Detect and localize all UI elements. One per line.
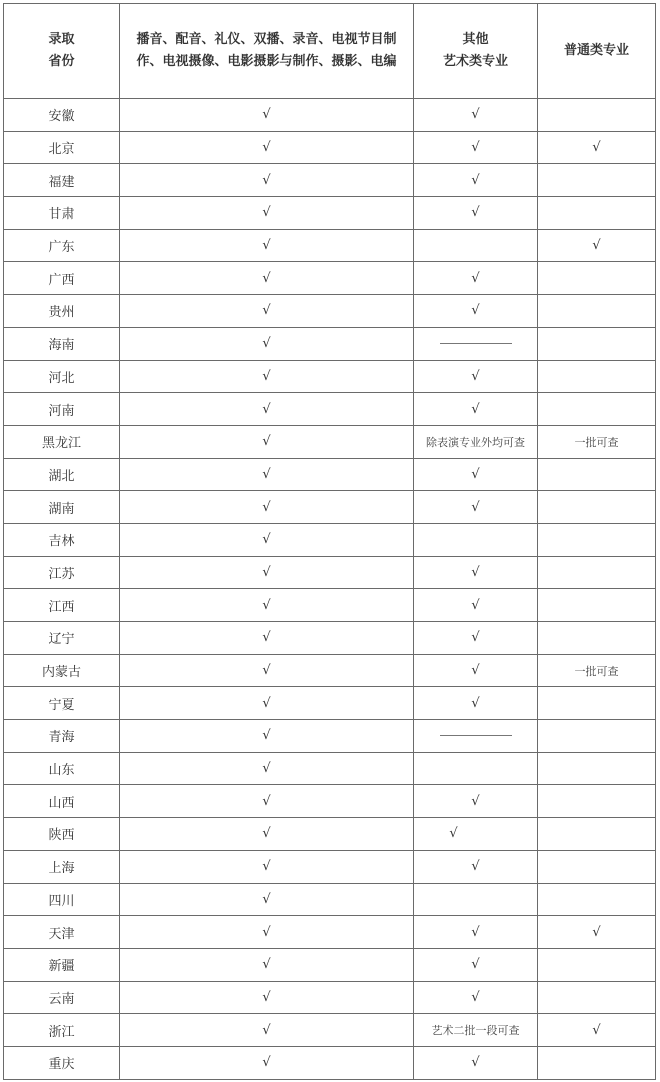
province-name: 江苏 <box>48 566 75 582</box>
cell-other-art <box>414 458 538 491</box>
cell-value: √ <box>262 793 271 809</box>
cell-other-art <box>414 556 538 589</box>
cell-broadcast <box>120 752 414 785</box>
cell-other-art <box>414 491 538 524</box>
cell-broadcast <box>120 654 414 687</box>
table-body <box>4 99 656 1080</box>
cell-value: √ <box>471 107 480 123</box>
table-row <box>4 850 656 883</box>
cell-general <box>538 981 656 1014</box>
province-name: 河北 <box>48 370 75 386</box>
cell-general <box>538 1046 656 1079</box>
cell-value: √ <box>262 663 271 679</box>
cell-province <box>4 131 120 164</box>
province-name: 广西 <box>48 272 75 288</box>
cell-province <box>4 360 120 393</box>
cell-general <box>538 425 656 458</box>
province-name: 新疆 <box>48 959 75 975</box>
cell-other-art <box>414 818 538 851</box>
table-row <box>4 360 656 393</box>
cell-general <box>538 883 656 916</box>
cell-broadcast <box>120 720 414 753</box>
cell-broadcast <box>120 1046 414 1079</box>
cell-value: √ <box>592 924 601 940</box>
cell-broadcast <box>120 556 414 589</box>
province-name: 甘肃 <box>48 207 75 223</box>
cell-province <box>4 327 120 360</box>
province-name: 天津 <box>48 926 75 942</box>
cell-value: √ <box>449 826 458 842</box>
cell-general <box>538 99 656 132</box>
cell-value: √ <box>262 597 271 613</box>
cell-general <box>538 720 656 753</box>
cell-value: 除表演专业外均可查 <box>426 435 525 449</box>
cell-other-art <box>414 916 538 949</box>
province-name: 山西 <box>48 795 75 811</box>
cell-value: √ <box>471 564 480 580</box>
cell-other-art <box>414 883 538 916</box>
cell-province <box>4 785 120 818</box>
cell-value: √ <box>471 303 480 319</box>
cell-broadcast <box>120 687 414 720</box>
cell-broadcast <box>120 99 414 132</box>
province-name: 陕西 <box>48 828 75 844</box>
header-other-art-majors <box>414 4 538 99</box>
cell-other-art <box>414 523 538 556</box>
cell-value: √ <box>471 630 480 646</box>
cell-general <box>538 948 656 981</box>
cell-province <box>4 164 120 197</box>
cell-value: √ <box>262 270 271 286</box>
cell-province <box>4 393 120 426</box>
province-name: 山东 <box>48 763 75 779</box>
cell-value: √ <box>262 107 271 123</box>
cell-province <box>4 720 120 753</box>
cell-broadcast <box>120 785 414 818</box>
table-row <box>4 491 656 524</box>
cell-general <box>538 916 656 949</box>
cell-value: √ <box>262 1055 271 1071</box>
cell-other-art <box>414 229 538 262</box>
cell-province <box>4 948 120 981</box>
cell-other-art <box>414 850 538 883</box>
cell-other-art <box>414 589 538 622</box>
province-name: 浙江 <box>48 1024 75 1040</box>
cell-province <box>4 752 120 785</box>
cell-province <box>4 295 120 328</box>
cell-value: √ <box>262 859 271 875</box>
cell-other-art <box>414 1014 538 1047</box>
province-name: 四川 <box>48 893 75 909</box>
cell-other-art <box>414 164 538 197</box>
cell-other-art <box>414 687 538 720</box>
table-row <box>4 197 656 230</box>
table-row <box>4 687 656 720</box>
cell-general <box>538 1014 656 1047</box>
cell-value: √ <box>471 499 480 515</box>
cell-broadcast <box>120 981 414 1014</box>
cell-broadcast <box>120 393 414 426</box>
table-row <box>4 981 656 1014</box>
header-province-label: 录取 省份 <box>48 32 75 69</box>
cell-general <box>538 197 656 230</box>
province-name: 福建 <box>48 174 75 190</box>
cell-general <box>538 523 656 556</box>
cell-value: √ <box>471 957 480 973</box>
cell-broadcast <box>120 295 414 328</box>
table-row <box>4 785 656 818</box>
cell-province <box>4 981 120 1014</box>
cell-province <box>4 262 120 295</box>
cell-broadcast <box>120 883 414 916</box>
table-row <box>4 1046 656 1079</box>
cell-value: √ <box>471 205 480 221</box>
cell-value: √ <box>262 564 271 580</box>
province-name: 海南 <box>48 338 75 354</box>
province-name: 辽宁 <box>48 632 75 648</box>
cell-general <box>538 622 656 655</box>
cell-broadcast <box>120 229 414 262</box>
province-name: 广东 <box>48 240 75 256</box>
cell-other-art <box>414 393 538 426</box>
cell-province <box>4 589 120 622</box>
header-broadcast-label: 播音、配音、礼仪、双播、录音、电视节目制作、电视摄像、电影摄影与制作、摄影、电编 <box>136 32 397 69</box>
province-name: 湖南 <box>48 501 75 517</box>
cell-broadcast <box>120 622 414 655</box>
cell-broadcast <box>120 425 414 458</box>
cell-province <box>4 197 120 230</box>
table-row <box>4 948 656 981</box>
header-row <box>4 4 656 99</box>
not-available-dash <box>440 343 512 344</box>
province-name: 吉林 <box>48 534 75 550</box>
cell-general <box>538 752 656 785</box>
cell-other-art <box>414 197 538 230</box>
table-row <box>4 556 656 589</box>
not-available-dash <box>440 735 512 736</box>
cell-broadcast <box>120 850 414 883</box>
cell-value: √ <box>592 140 601 156</box>
table-row <box>4 916 656 949</box>
cell-value: √ <box>471 466 480 482</box>
table-row <box>4 262 656 295</box>
table-row <box>4 164 656 197</box>
cell-province <box>4 523 120 556</box>
table-row <box>4 523 656 556</box>
cell-value: 一批可查 <box>574 435 619 449</box>
cell-value: √ <box>471 695 480 711</box>
cell-value: √ <box>471 663 480 679</box>
province-name: 北京 <box>48 142 75 158</box>
cell-value: √ <box>262 140 271 156</box>
cell-value: √ <box>471 859 480 875</box>
cell-other-art <box>414 752 538 785</box>
cell-general <box>538 654 656 687</box>
cell-value: √ <box>262 761 271 777</box>
cell-other-art <box>414 981 538 1014</box>
table-row <box>4 393 656 426</box>
cell-province <box>4 425 120 458</box>
cell-value: √ <box>471 989 480 1005</box>
cell-value: √ <box>592 1022 601 1038</box>
cell-province <box>4 654 120 687</box>
table-row <box>4 425 656 458</box>
table-row <box>4 1014 656 1047</box>
cell-value: √ <box>262 1022 271 1038</box>
cell-province <box>4 883 120 916</box>
cell-value: √ <box>471 172 480 188</box>
cell-value: √ <box>262 989 271 1005</box>
cell-general <box>538 393 656 426</box>
cell-value: √ <box>471 368 480 384</box>
cell-other-art <box>414 360 538 393</box>
cell-value: √ <box>471 597 480 613</box>
cell-province <box>4 687 120 720</box>
province-name: 云南 <box>48 991 75 1007</box>
cell-value: √ <box>262 238 271 254</box>
cell-other-art <box>414 99 538 132</box>
cell-value: √ <box>262 532 271 548</box>
table-row <box>4 458 656 491</box>
cell-broadcast <box>120 458 414 491</box>
cell-value: √ <box>471 793 480 809</box>
cell-value: √ <box>262 401 271 417</box>
cell-general <box>538 229 656 262</box>
cell-other-art <box>414 425 538 458</box>
cell-value: 一批可查 <box>574 664 619 678</box>
cell-general <box>538 556 656 589</box>
cell-general <box>538 491 656 524</box>
cell-value: √ <box>262 303 271 319</box>
cell-general <box>538 687 656 720</box>
cell-broadcast <box>120 589 414 622</box>
cell-province <box>4 622 120 655</box>
cell-broadcast <box>120 916 414 949</box>
admission-query-table <box>3 3 656 1080</box>
cell-broadcast <box>120 491 414 524</box>
cell-province <box>4 916 120 949</box>
cell-value: √ <box>262 891 271 907</box>
cell-general <box>538 360 656 393</box>
cell-value: √ <box>262 499 271 515</box>
cell-province <box>4 1046 120 1079</box>
cell-other-art <box>414 654 538 687</box>
cell-general <box>538 785 656 818</box>
cell-other-art <box>414 327 538 360</box>
cell-value: √ <box>471 401 480 417</box>
province-name: 河南 <box>48 403 75 419</box>
cell-value: √ <box>471 924 480 940</box>
header-general-label: 普通类专业 <box>563 43 629 58</box>
cell-province <box>4 458 120 491</box>
cell-broadcast <box>120 327 414 360</box>
cell-value: √ <box>262 368 271 384</box>
cell-general <box>538 818 656 851</box>
table-row <box>4 131 656 164</box>
cell-province <box>4 818 120 851</box>
cell-province <box>4 1014 120 1047</box>
cell-general <box>538 164 656 197</box>
header-general-majors <box>538 4 656 99</box>
cell-other-art <box>414 131 538 164</box>
cell-general <box>538 295 656 328</box>
cell-value: √ <box>471 270 480 286</box>
cell-value: √ <box>262 924 271 940</box>
cell-other-art <box>414 948 538 981</box>
province-name: 内蒙古 <box>41 665 81 681</box>
cell-value: √ <box>262 434 271 450</box>
table-row <box>4 752 656 785</box>
cell-province <box>4 229 120 262</box>
table-row <box>4 327 656 360</box>
cell-general <box>538 589 656 622</box>
cell-broadcast <box>120 360 414 393</box>
province-name: 湖北 <box>48 468 75 484</box>
cell-other-art <box>414 622 538 655</box>
province-name: 江西 <box>48 599 75 615</box>
cell-province <box>4 850 120 883</box>
cell-broadcast <box>120 948 414 981</box>
cell-value: √ <box>262 728 271 744</box>
table-row <box>4 654 656 687</box>
province-name: 青海 <box>48 730 75 746</box>
cell-broadcast <box>120 197 414 230</box>
cell-broadcast <box>120 818 414 851</box>
table-row <box>4 883 656 916</box>
cell-general <box>538 327 656 360</box>
table-row <box>4 818 656 851</box>
cell-value: 艺术二批一段可查 <box>431 1024 520 1038</box>
table-row <box>4 720 656 753</box>
province-name: 宁夏 <box>48 697 75 713</box>
cell-other-art <box>414 720 538 753</box>
table-row <box>4 295 656 328</box>
table-row <box>4 99 656 132</box>
header-province <box>4 4 120 99</box>
province-name: 重庆 <box>48 1057 75 1073</box>
header-broadcast-majors <box>120 4 414 99</box>
cell-other-art <box>414 1046 538 1079</box>
cell-other-art <box>414 295 538 328</box>
cell-broadcast <box>120 523 414 556</box>
cell-value: √ <box>262 826 271 842</box>
cell-other-art <box>414 785 538 818</box>
cell-broadcast <box>120 262 414 295</box>
table-row <box>4 589 656 622</box>
cell-value: √ <box>471 140 480 156</box>
cell-general <box>538 131 656 164</box>
province-name: 上海 <box>48 861 75 877</box>
cell-broadcast <box>120 1014 414 1047</box>
cell-value: √ <box>471 1055 480 1071</box>
province-name: 贵州 <box>48 305 75 321</box>
cell-value: √ <box>262 695 271 711</box>
cell-value: √ <box>592 238 601 254</box>
cell-value: √ <box>262 172 271 188</box>
table-row <box>4 622 656 655</box>
cell-value: √ <box>262 205 271 221</box>
cell-broadcast <box>120 131 414 164</box>
province-name: 安徽 <box>48 109 75 125</box>
header-other-art-label: 其他 艺术类专业 <box>442 32 508 69</box>
cell-general <box>538 850 656 883</box>
cell-value: √ <box>262 957 271 973</box>
cell-general <box>538 262 656 295</box>
cell-value: √ <box>262 336 271 352</box>
cell-province <box>4 556 120 589</box>
cell-province <box>4 491 120 524</box>
cell-value: √ <box>262 630 271 646</box>
cell-general <box>538 458 656 491</box>
province-name: 黑龙江 <box>41 436 81 452</box>
cell-province <box>4 99 120 132</box>
cell-broadcast <box>120 164 414 197</box>
cell-value: √ <box>262 466 271 482</box>
cell-other-art <box>414 262 538 295</box>
table-row <box>4 229 656 262</box>
